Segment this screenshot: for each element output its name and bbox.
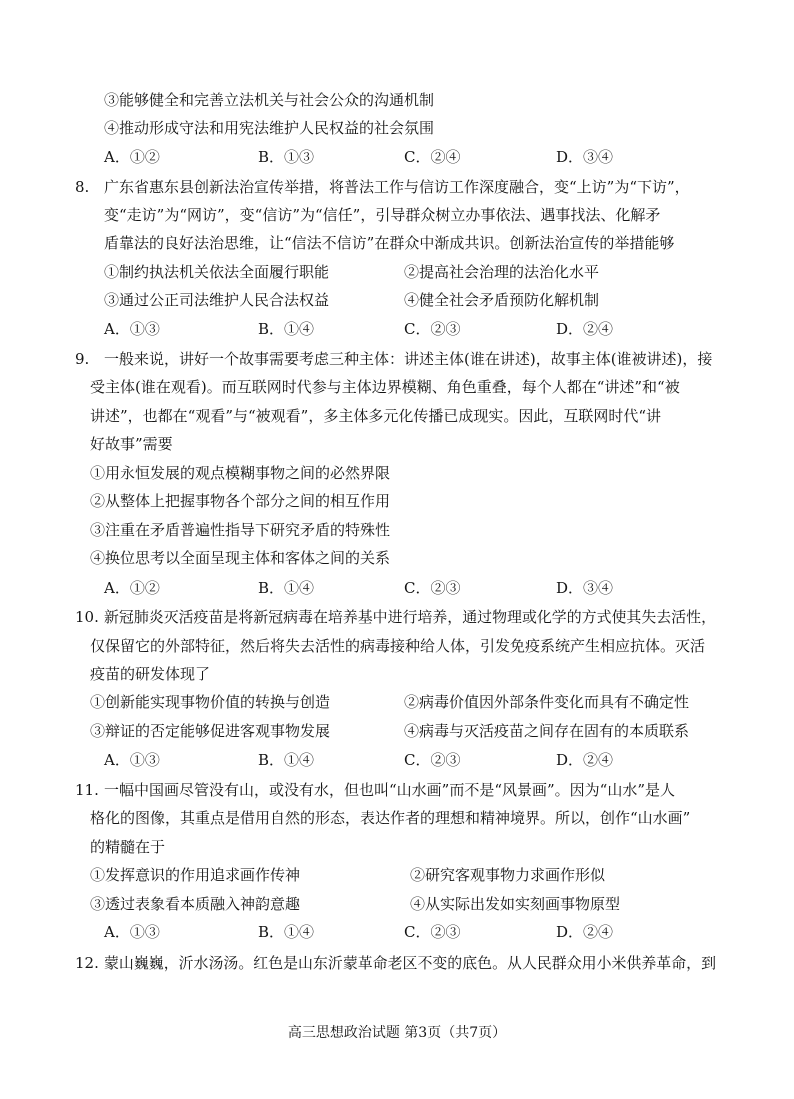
q11-answer-b: B．①④ [258, 923, 315, 941]
page-footer: 高三思想政治试题 第3页（共7页） [287, 1025, 507, 1041]
q9-option-1: ①用永恒发展的观点模糊事物之间的必然界限 [90, 464, 391, 482]
q9-stem-line-2: 受主体(谁在观看)。而互联网时代参与主体边界模糊、角色重叠，每个人都在“讲述”和“被 [90, 378, 680, 396]
q8-option-3: ③通过公正司法维护人民合法权益 [104, 291, 330, 309]
q8-stem-line-3: 盾靠法的良好法治思维，让“信法不信访”在群众中渐成共识。创新法治宣传的举措能够 [104, 234, 675, 252]
q8-option-2: ②提高社会治理的法治化水平 [404, 263, 600, 281]
q11-option-3: ③透过表象看本质融入神韵意趣 [90, 895, 301, 913]
q9-option-4: ④换位思考以全面呈现主体和客体之间的关系 [90, 549, 391, 567]
q10-option-4: ④病毒与灭活疫苗之间存在固有的本质联系 [404, 722, 690, 740]
q7-answer-c: C．②④ [404, 148, 461, 166]
q7-answer-b: B．①③ [258, 148, 315, 166]
q10-answer-c: C．②③ [404, 751, 461, 769]
q11-option-4: ④从实际出发如实刻画事物原型 [410, 895, 621, 913]
q9-answer-b: B．①④ [258, 579, 315, 597]
q10-stem-line-2: 仅保留它的外部特征，然后将失去活性的病毒接种给人体，引发免疫系统产生相应抗体。灭活 [90, 637, 706, 655]
q9-option-2: ②从整体上把握事物各个部分之间的相互作用 [90, 492, 391, 510]
q10-stem-line-3: 疫苗的研发体现了 [90, 665, 211, 683]
q11-answer-d: D．②④ [556, 923, 614, 941]
q8-option-4: ④健全社会矛盾预防化解机制 [404, 291, 600, 309]
q8-option-1: ①制约执法机关依法全面履行职能 [104, 263, 330, 281]
q12-number: 12. [75, 954, 99, 972]
q11-option-2: ②研究客观事物力求画作形似 [410, 866, 606, 884]
q11-number: 11. [75, 781, 99, 799]
q9-number: 9. [75, 350, 90, 368]
q9-stem-line-4: 好故事”需要 [90, 435, 173, 453]
q8-answer-a: A．①③ [104, 320, 160, 338]
q9-answer-a: A．①② [104, 579, 160, 597]
q12-stem-line-1: 蒙山巍巍，沂水汤汤。红色是山东沂蒙革命老区不变的底色。从人民群众用小米供养革命，到 [104, 954, 717, 972]
q7-answer-a: A．①② [104, 148, 160, 166]
q7-answer-d: D．③④ [556, 148, 614, 166]
q7-option-3: ③能够健全和完善立法机关与社会公众的沟通机制 [104, 91, 435, 109]
q7-option-4: ④推动形成守法和用宪法维护人民权益的社会氛围 [104, 119, 435, 137]
q11-stem-line-2: 格化的图像，其重点是借用自然的形态，表达作者的理想和精神境界。所以，创作“山水画” [90, 809, 691, 827]
q10-option-1: ①创新能实现事物价值的转换与创造 [90, 693, 331, 711]
q9-answer-d: D．③④ [556, 579, 614, 597]
q9-option-3: ③注重在矛盾普遍性指导下研究矛盾的特殊性 [90, 521, 391, 539]
q11-answer-a: A．①③ [104, 923, 160, 941]
q9-stem-line-1: 一般来说，讲好一个故事需要考虑三种主体：讲述主体(谁在讲述)，故事主体(谁被讲述)，接 [104, 350, 713, 368]
q10-answer-b: B．①④ [258, 751, 315, 769]
q8-answer-c: C．②③ [404, 320, 461, 338]
q10-option-3: ③辩证的否定能够促进客观事物发展 [90, 722, 331, 740]
q8-stem-line-1: 广东省惠东县创新法治宣传举措，将普法工作与信访工作深度融合，变“上访”为“下访”， [104, 178, 690, 196]
q9-answer-c: C．②③ [404, 579, 461, 597]
q11-stem-line-3: 的精髓在于 [90, 838, 166, 856]
q10-answer-d: D．②④ [556, 751, 614, 769]
q9-stem-line-3: 讲述”，也都在“观看”与“被观看”，多主体多元化传播已成现实。因此，互联网时代“讲 [90, 407, 662, 425]
q10-stem-line-1: 新冠肺炎灭活疫苗是将新冠病毒在培养基中进行培养，通过物理或化学的方式使其失去活性， [104, 608, 717, 626]
q10-option-2: ②病毒价值因外部条件变化而具有不确定性 [404, 693, 690, 711]
q8-answer-d: D．②④ [556, 320, 614, 338]
q8-stem-line-2: 变“走访”为“网访”，变“信访”为“信任”，引导群众树立办事依法、遇事找法、化解矛 [104, 206, 661, 224]
q11-option-1: ①发挥意识的作用追求画作传神 [90, 866, 301, 884]
q11-stem-line-1: 一幅中国画尽管没有山，或没有水，但也叫“山水画”而不是“风景画”。因为“山水”是人 [104, 781, 676, 799]
q11-answer-c: C．②③ [404, 923, 461, 941]
q8-number: 8. [75, 178, 90, 196]
q8-answer-b: B．①④ [258, 320, 315, 338]
q10-answer-a: A．①③ [104, 751, 160, 769]
q10-number: 10. [75, 608, 99, 626]
